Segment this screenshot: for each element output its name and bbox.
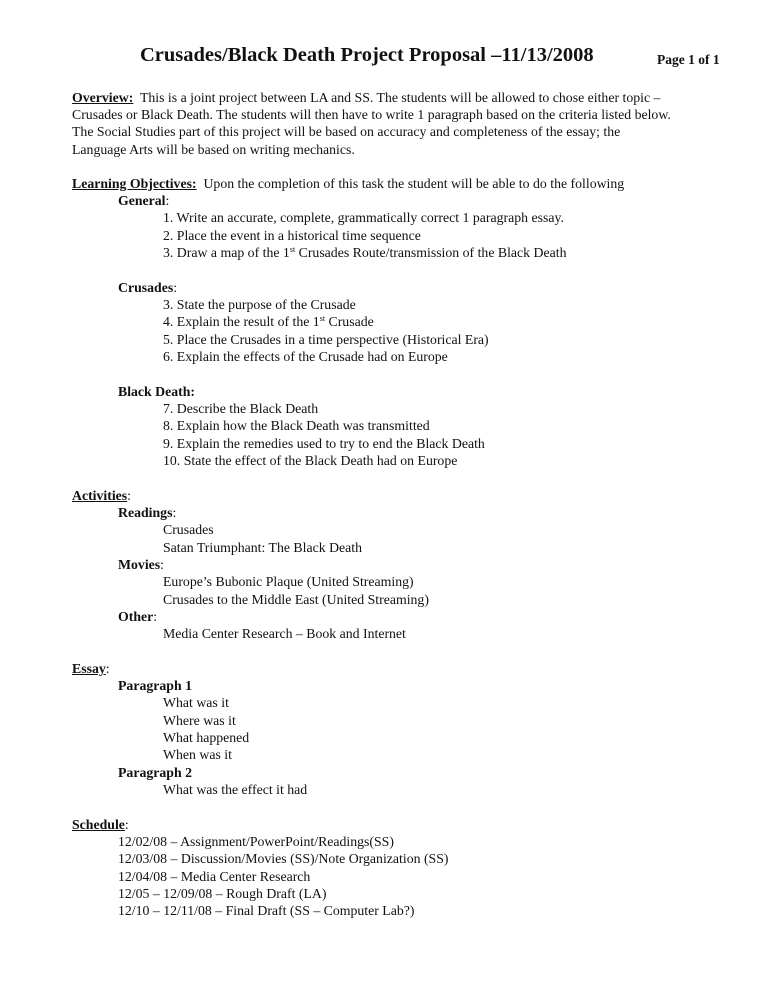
readings-label-line: Readings:: [118, 505, 177, 520]
objective-item: 9. Explain the remedies used to try to end the Black Death: [163, 436, 485, 451]
overview-line-1: [72, 89, 660, 106]
objective-item: 10. State the effect of the Black Death had on Europe: [163, 453, 458, 468]
overview-text-1: This is a joint project between LA and SS. The students will be allowed to chose either topic –: [139, 90, 661, 105]
essay-item: Where was it: [163, 713, 236, 728]
paragraph-2-label: [118, 764, 192, 781]
paragraph-2-label-text: Paragraph 2: [118, 765, 192, 780]
document-title: Crusades/Black Death Project Proposal –11/13/2008: [140, 44, 594, 66]
essay-heading: Essay: [72, 661, 106, 676]
crusades-label: Crusades: [118, 280, 174, 295]
general-label: General: [118, 193, 166, 208]
objective-item-pre: 3. Draw a map of the 1: [163, 245, 290, 260]
objective-item-post: Crusades Route/transmission of the Black Death: [295, 245, 567, 260]
schedule-item: 12/04/08 – Media Center Research: [118, 869, 311, 884]
objective-item: 5. Place the Crusades in a time perspective (Historical Era): [163, 332, 489, 347]
schedule-item: 12/10 – 12/11/08 – Final Draft (SS – Computer Lab?): [118, 903, 415, 918]
title-line: [140, 44, 740, 76]
objective-item: 6. Explain the effects of the Crusade had on Europe: [163, 349, 448, 364]
overview-line-4: Language Arts will be based on writing mechanics.: [72, 142, 355, 157]
schedule-line: Schedule:: [72, 817, 129, 832]
readings-label: Readings: [118, 505, 173, 520]
schedule-item: 12/03/08 – Discussion/Movies (SS)/Note Organization (SS): [118, 851, 449, 866]
crusades-label-line: Crusades:: [118, 280, 178, 295]
schedule-heading: Schedule: [72, 817, 125, 832]
paragraph-1-label: [118, 677, 192, 694]
other-label-line: Other:: [118, 609, 158, 624]
overview-line-2: Crusades or Black Death. The students will then have to write 1 paragraph based on the criteria listed below.: [72, 107, 671, 122]
overview-heading: Overview:: [72, 90, 134, 105]
objective-item: 8. Explain how the Black Death was transmitted: [163, 418, 430, 433]
objective-item: 1. Write an accurate, complete, grammatically correct 1 paragraph essay.: [163, 210, 564, 225]
activities-heading: Activities: [72, 488, 128, 503]
movies-label-line: Movies:: [118, 557, 164, 572]
movies-label: Movies: [118, 557, 161, 572]
superscript: st: [319, 314, 326, 323]
overview-line-3: The Social Studies part of this project will be based on accuracy and completeness of the essay; the: [72, 124, 621, 139]
essay-item: What was it: [163, 695, 229, 710]
blackdeath-label: Black Death:: [118, 384, 196, 399]
schedule-item: 12/02/08 – Assignment/PowerPoint/Readings(SS): [118, 834, 394, 849]
reading-item: Crusades: [163, 522, 214, 537]
other-label: Other: [118, 609, 154, 624]
objective-item: [163, 244, 566, 261]
objective-item: 2. Place the event in a historical time sequence: [163, 228, 421, 243]
objectives-line: [72, 175, 624, 192]
blackdeath-label-line: [118, 383, 195, 400]
objectives-heading: Learning Objectives:: [72, 176, 197, 191]
activities-line: Activities:: [72, 488, 132, 503]
schedule-item: 12/05 – 12/09/08 – Rough Draft (LA): [118, 886, 327, 901]
paragraph-1-label-text: Paragraph 1: [118, 678, 192, 693]
objective-item: 7. Describe the Black Death: [163, 401, 319, 416]
objective-item-post: Crusade: [325, 314, 374, 329]
essay-item: What happened: [163, 730, 250, 745]
reading-item: Satan Triumphant: The Black Death: [163, 540, 363, 555]
essay-line: Essay:: [72, 661, 110, 676]
general-label-line: General:: [118, 193, 170, 208]
page-number: Page 1 of 1: [657, 52, 720, 67]
movie-item: Europe’s Bubonic Plaque (United Streaming): [163, 574, 414, 589]
objectives-intro: Upon the completion of this task the student will be able to do the following: [203, 176, 625, 191]
objective-item: [163, 313, 374, 330]
other-item: Media Center Research – Book and Internet: [163, 626, 406, 641]
objective-item: 3. State the purpose of the Crusade: [163, 297, 356, 312]
essay-item: What was the effect it had: [163, 782, 308, 797]
movie-item: Crusades to the Middle East (United Streaming): [163, 592, 429, 607]
objective-item-pre: 4. Explain the result of the 1: [163, 314, 320, 329]
superscript: st: [289, 245, 296, 254]
essay-item: When was it: [163, 747, 232, 762]
